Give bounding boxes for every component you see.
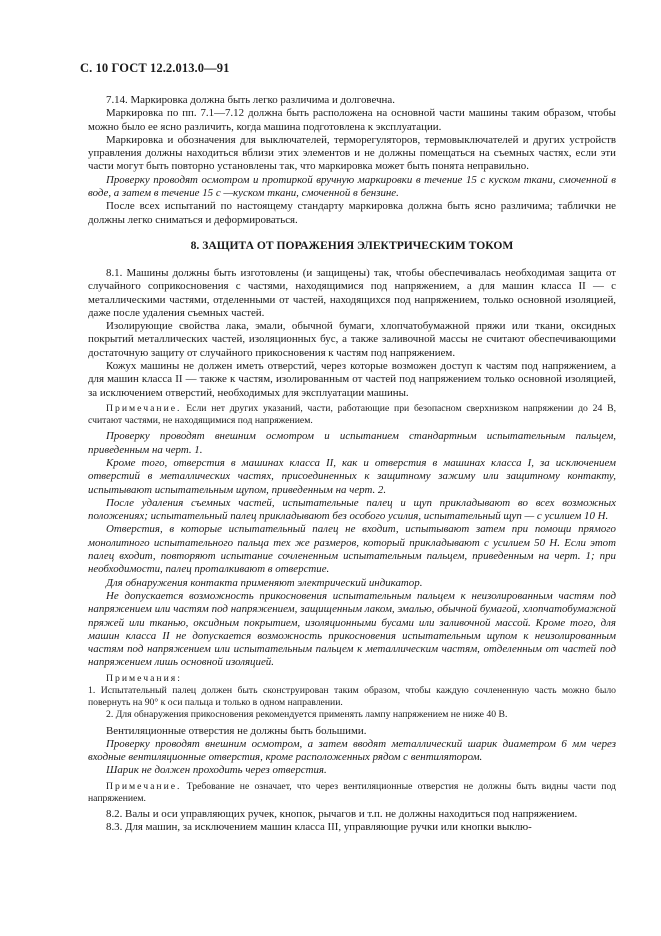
section-8-title: 8. ЗАЩИТА ОТ ПОРАЖЕНИЯ ЭЛЕКТРИЧЕСКИМ ТОКОМ	[190, 238, 514, 252]
paragraph-insulating-properties: Изолирующие свойства лака, эмали, обычной бумаги, хлопчатобумажной пряжи или ткани, оксидных покрытий металлических частей, изоляционных бус, а также заливочной массы не считают обеспечивающими достаточную защиту от случайного прикосновения к частям под напряжением.	[88, 320, 616, 359]
document-body	[88, 94, 616, 835]
paragraph-no-contact: Не допускается возможность прикосновения испытательным пальцем к неизолированным частям под напряжением или частям под напряжением, защищенным лаком, эмалью, обычной бумагой, хлопчатобумажной пряжей или тканью, оксидным покрытием, изоляционными бусами или заливочной массой. Кроме того, для машин класса II не допускается возможность прикосновения испытательным щупом к неизолированным частям под напряжением или испытательным пальцем к металлическим частям, отделенным от частей под напряжением лишь основной изоляцией.	[88, 589, 616, 669]
notes-label: Примечания:	[106, 672, 182, 684]
paragraph-8-3: 8.3. Для машин, за исключением машин класса III, управляющие ручки или кнопки выклю-	[106, 821, 532, 834]
page-header: С. 10 ГОСТ 12.2.013.0—91	[80, 61, 230, 75]
note-item-1: 1. Испытательный палец должен быть сконструирован таким образом, чтобы каждую сочлененную часть можно было повернуть на 90° к оси пальца и только в одном направлении.	[88, 684, 616, 709]
paragraph-marking-check: Проверку проводят осмотром и протиркой вручную маркировки в течение 15 с куском ткани, смоченной в воде, а затем в течение 15 с —куском ткани, смоченной в бензине.	[88, 173, 616, 200]
note-label: Примечание.	[106, 402, 182, 414]
paragraph-marking-location: Маркировка по пп. 7.1—7.12 должна быть расположена на основной части машины таким образом, чтобы можно было ее ясно различить, когда машина подготовлена к эксплуатации.	[88, 107, 616, 133]
paragraph-8-2: 8.2. Валы и оси управляющих ручек, кнопок, рычагов и т.п. не должны находиться под напряжением.	[106, 808, 578, 821]
paragraph-check-probe: Кроме того, отверстия в машинах класса II, как и отверстия в машинах класса I, за исключением отверстий в металлических частях, присоединенных к защитному зажиму или защитному контакту, испытывают испытательным щупом, приведенным на черт. 2.	[88, 456, 616, 496]
note-item-2: 2. Для обнаружения прикосновения рекомендуется применять лампу напряжением не ниже 40 В.	[106, 709, 508, 721]
paragraph-straight-finger: Отверстия, в которые испытательный палец не входит, испытывают затем при помощи прямого монолитного испытательного пальца тех же размеров, который прикладывают с усилием 50 Н. Если этот палец входит, повторяют испытание сочлененным испытательным пальцем, приведенным на черт. 1; при необходимости, палец проталкивают в отверстие.	[88, 523, 616, 576]
note-ventilation: Примечание. Требование не означает, что через вентиляционные отверстия не должны быть видны части под напряжением.	[88, 780, 616, 804]
paragraph-7-14: 7.14. Маркировка должна быть легко различима и долговечна.	[106, 94, 395, 106]
paragraph-marking-after-tests: После всех испытаний по настоящему стандарту маркировка должна быть ясно различима; таблички не должны легко сниматься и деформироваться.	[88, 200, 616, 226]
paragraph-indicator: Для обнаружения контакта применяют электрический индикатор.	[106, 576, 423, 589]
paragraph-8-1: 8.1. Машины должны быть изготовлены (и защищены) так, чтобы обеспечивалась необходимая защита от случайного соприкосновения с частями, находящимися под напряжением, а для машин класса II — с металлическими частями, отделенными от частей, находящихся под напряжением, только основной изоляцией, даже после удаления съемных частей.	[88, 266, 616, 319]
note-low-voltage	[88, 403, 616, 427]
paragraph-enclosure-openings: Кожух машины не должен иметь отверстий, через которые возможен доступ к частям под напряжением, а для машин класса II — также к частям, изолированным от частей под напряжением только основной изоляцией, за исключением отверстий, необходимых для эксплуатации машины.	[88, 360, 616, 399]
paragraph-ball-pass: Шарик не должен проходить через отверстия.	[106, 764, 327, 777]
paragraph-marking-controls: Маркировка и обозначения для выключателей, терморегуляторов, термовыключателей и других устройств управления должны находиться вблизи этих элементов и не должны помещаться на съемных частях, если эти части могут быть повторно установлены так, что маркировка может быть понята неправильно.	[88, 133, 616, 173]
paragraph-ventilation: Вентиляционные отверстия не должны быть большими.	[106, 724, 367, 737]
paragraph-removal-parts: После удаления съемных частей, испытательные палец и щуп прикладывают во всех возможных положениях; испытательный палец прикладывают без особого усилия, испытательный щуп — с усилием 10 Н.	[88, 496, 616, 523]
paragraph-ball-check: Проверку проводят внешним осмотром, а затем вводят металлический шарик диаметром 6 мм через входные вентиляционные отверстия, кроме расположенных рядом с вентилятором.	[88, 737, 616, 764]
note-text: Если нет других указаний, части, работающие при безопасном сверхнизком напряжении до 24 В, считают частями, не находящимися под напряжением.	[88, 402, 616, 427]
paragraph-check-finger: Проверку проводят внешним осмотром и испытанием стандартным испытательным пальцем, приведенным на черт. 1.	[88, 430, 616, 456]
